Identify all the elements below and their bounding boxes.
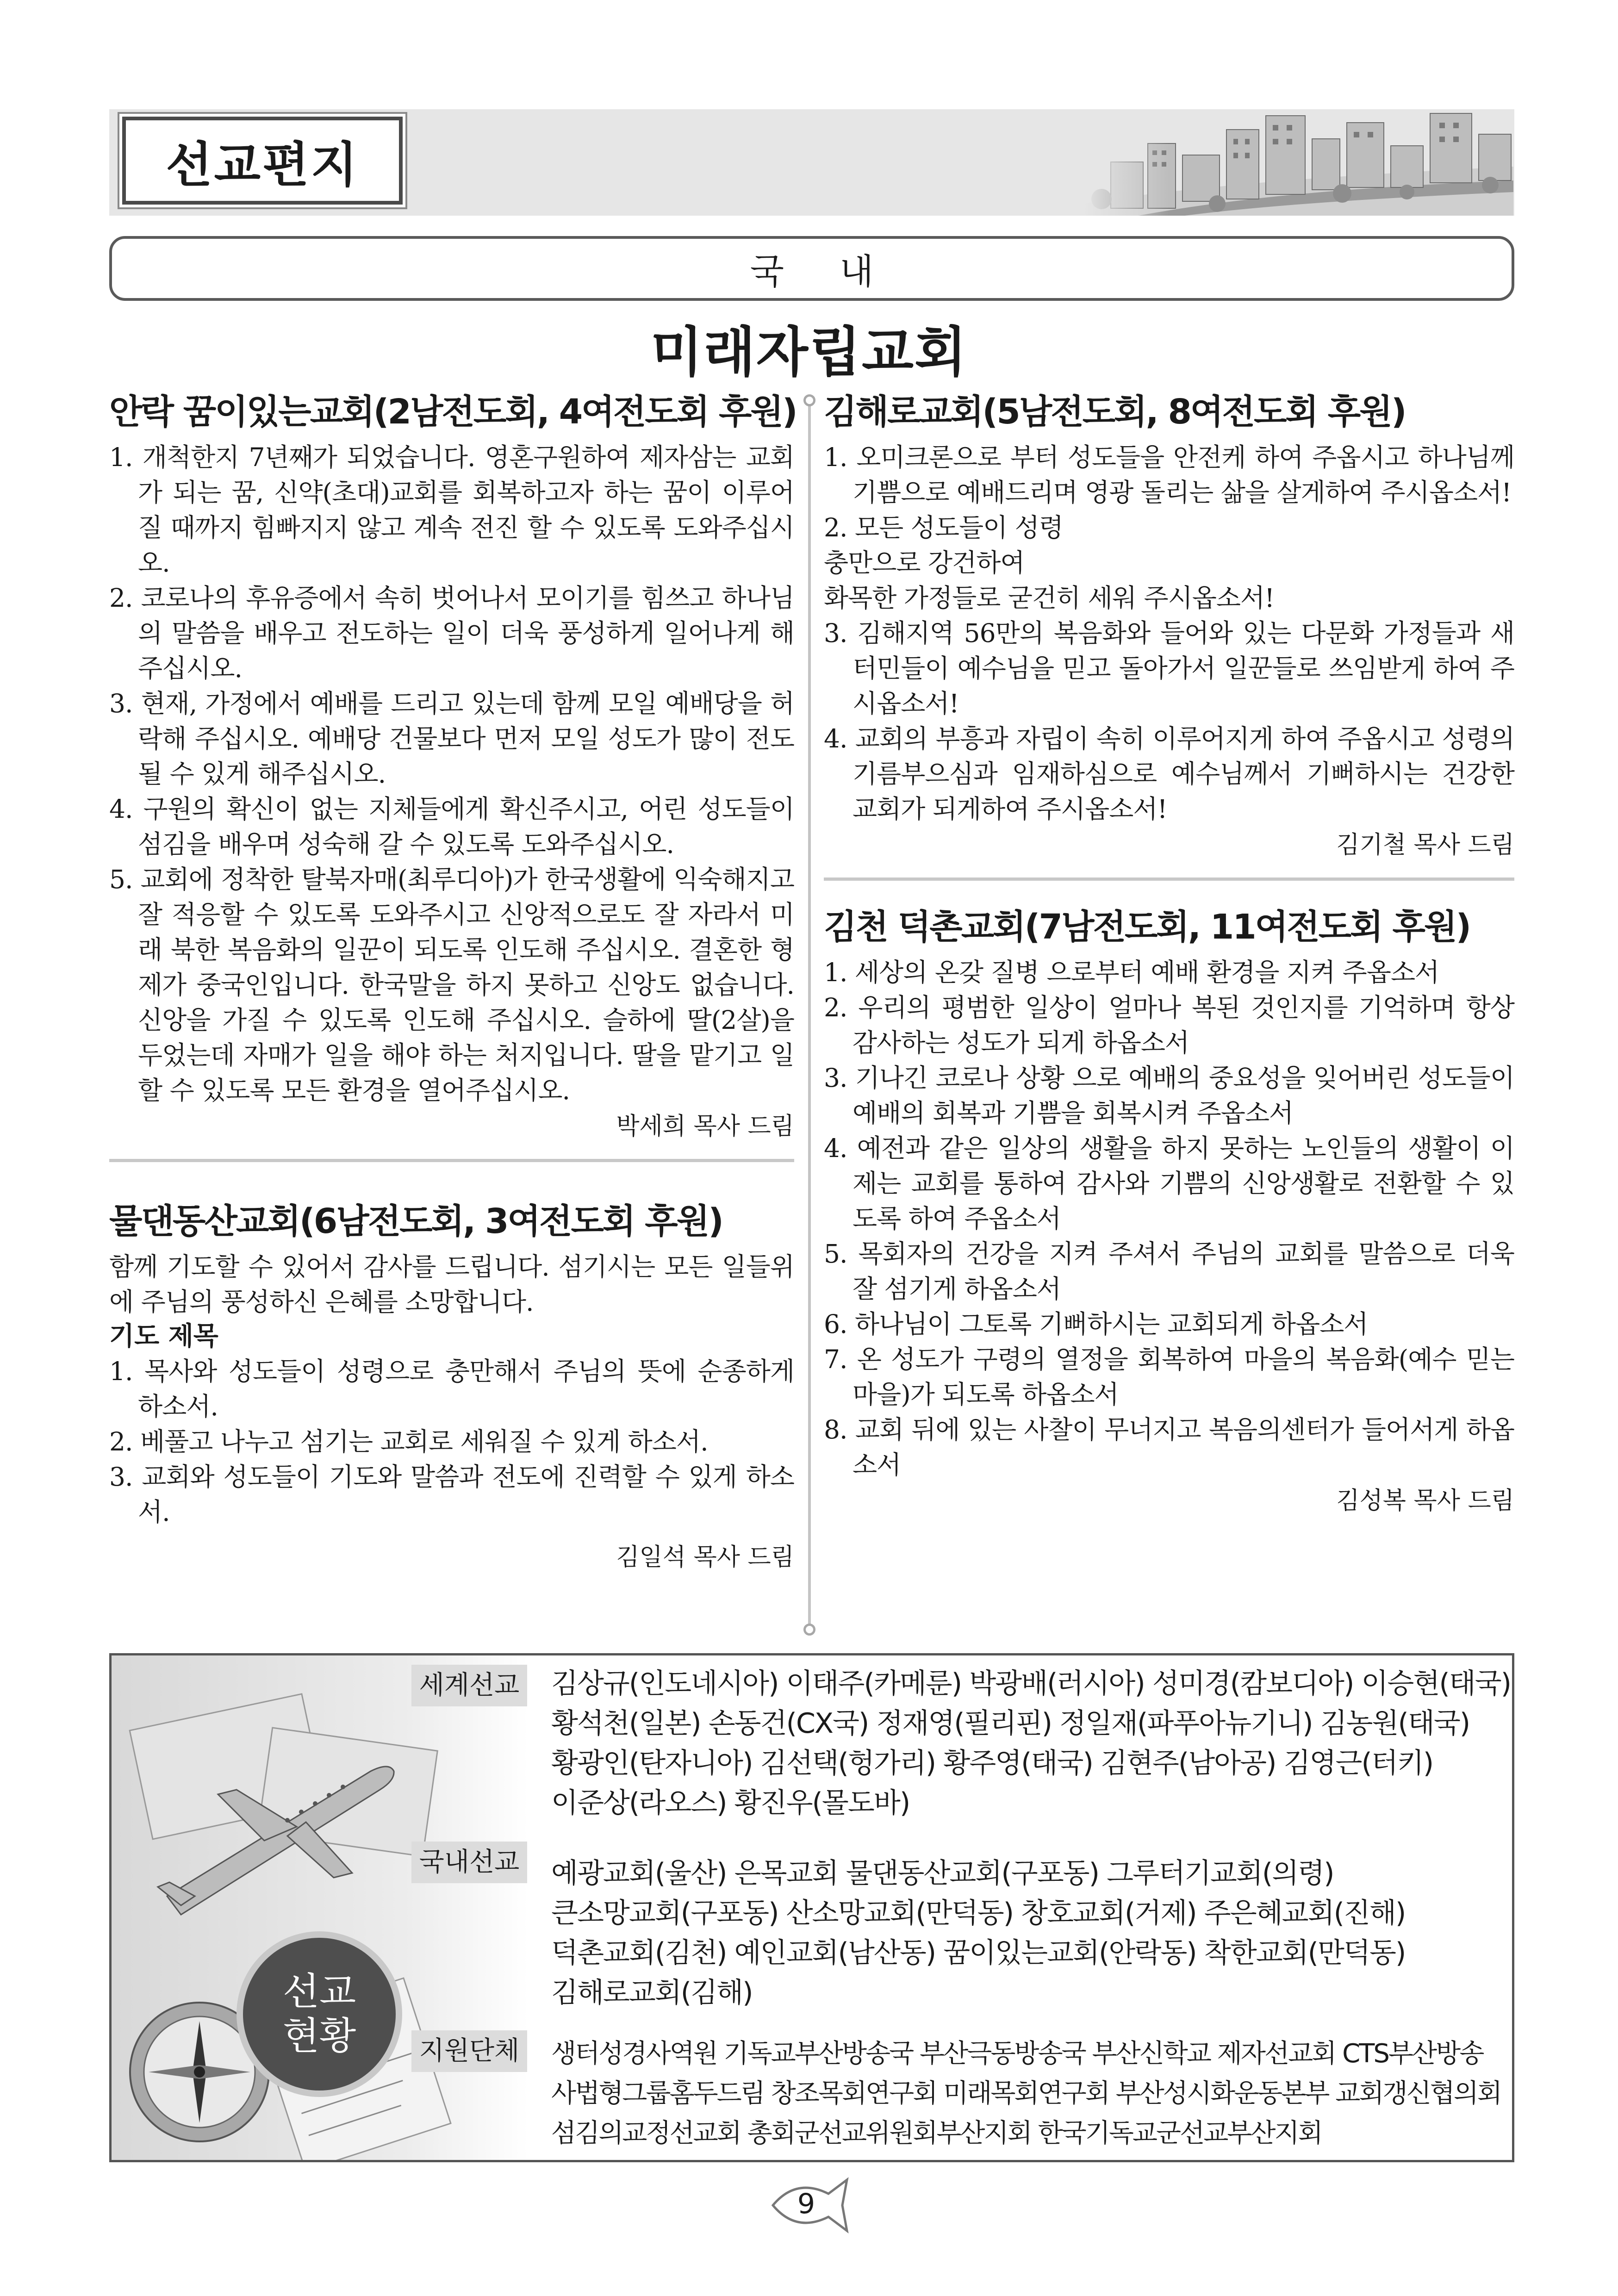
prayer-item: 6. 하나님이 그토록 기뻐하시는 교회되게 하옵소서 bbox=[824, 1309, 1368, 1339]
status-badge bbox=[243, 1938, 396, 2091]
prayer-item: 2. 모든 성도들이 성령 bbox=[824, 513, 1063, 542]
divider-dot-bottom bbox=[803, 1624, 815, 1636]
list-line: 김상규(인도네시아) 이태주(카메룬) 박광배(러시아) 성미경(캄보디아) 이승현(태국) bbox=[551, 1668, 1511, 1700]
prayer-item: 2. 코로나의 후유증에서 속히 벗어나서 모이기를 힘쓰고 하나님의 말씀을 배우고 전도하는 일이 더욱 풍성하게 일어나게 해주십시오. bbox=[109, 583, 794, 683]
right-column bbox=[824, 389, 1514, 1519]
list-line: 황광인(탄자니아) 김선택(헝가리) 황주영(태국) 김현주(남아공) 김영근(터키) bbox=[551, 1747, 1433, 1780]
domestic-mission-label: 국내선교 bbox=[411, 1842, 527, 1883]
support-group-label: 지원단체 bbox=[411, 2030, 527, 2072]
badge-line: 현황 bbox=[282, 2014, 356, 2058]
world-mission-label: 세계선교 bbox=[411, 1665, 527, 1706]
prayer-subhead: 기도 제목 bbox=[109, 1321, 218, 1351]
prayer-item: 2. 우리의 평범한 일상이 얼마나 복된 것인지를 기억하며 항상 감사하는 성도가 되게 하옵소서 bbox=[824, 993, 1514, 1058]
prayer-item: 8. 교회 뒤에 있는 사찰이 무너지고 복음의센터가 들어서게 하옵소서 bbox=[824, 1415, 1514, 1480]
page-number: 9 bbox=[797, 2188, 815, 2220]
list-line: 예광교회(울산) 은목교회 물댄동산교회(구포동) 그루터기교회(의령) bbox=[551, 1857, 1334, 1890]
prayer-item: 2. 베풀고 나누고 섬기는 교회로 세워질 수 있게 하소서. bbox=[109, 1427, 708, 1456]
section-separator bbox=[824, 877, 1514, 881]
signature: 김성복 목사 드림 bbox=[1336, 1487, 1514, 1515]
badge-line: 선교 bbox=[282, 1970, 356, 2014]
prayer-item: 7. 온 성도가 구령의 열정을 회복하여 마을의 복음화(예수 믿는 마을)가 되도록 하옵소서 bbox=[824, 1344, 1514, 1409]
divider-dot-top bbox=[803, 394, 815, 406]
list-line: 큰소망교회(구포동) 산소망교회(만덕동) 창호교회(거제) 주은혜교회(진해) bbox=[551, 1897, 1406, 1929]
mission-status-box bbox=[109, 1653, 1514, 2162]
prayer-item: 1. 오미크론으로 부터 성도들을 안전케 하여 주옵시고 하나님께 기쁨으로 예배드리며 영광 돌리는 삶을 살게하여 주시옵소서! bbox=[824, 442, 1514, 507]
column-divider bbox=[808, 399, 811, 1625]
prayer-item: 1. 목사와 성도들이 성령으로 충만해서 주님의 뜻에 순종하게 하소서. bbox=[109, 1356, 794, 1421]
section-separator bbox=[109, 1159, 794, 1162]
page-title: 미래자립교회 bbox=[650, 321, 968, 384]
prayer-item: 4. 교회의 부흥과 자립이 속히 이루어지게 하여 주옵시고 성령의 기름부으심과 임재하심으로 예수님께서 기뻐하시는 건강한 교회가 되게하여 주시옵소서! bbox=[824, 724, 1514, 824]
list-line: 덕촌교회(김천) 예인교회(남산동) 꿈이있는교회(안락동) 착한교회(만덕동) bbox=[551, 1937, 1406, 1969]
prayer-item: 1. 개척한지 7년째가 되었습니다. 영혼구원하여 제자삼는 교회가 되는 꿈, 신약(초대)교회를 회복하고자 하는 꿈이 이루어질 때까지 힘빠지지 않고 계속 전진 할 수 있도록 도와주십시오. bbox=[109, 442, 794, 578]
church-title: 김천 덕촌교회(7남전도회, 11여전도회 후원) bbox=[824, 907, 1470, 947]
list-line: 사법형그룹홈두드림 창조목회연구회 미래목회연구회 부산성시화운동본부 교회갱신협의회 bbox=[551, 2078, 1501, 2109]
support-group-list bbox=[551, 2034, 1505, 2153]
list-line: 생터성경사역원 기독교부산방송국 부산극동방송국 부산신학교 제자선교회 CTS부산방송 bbox=[551, 2039, 1483, 2069]
list-line: 황석천(일본) 손동건(CX국) 정재영(필리핀) 정일재(파푸아뉴기니) 김농원(태국) bbox=[551, 1707, 1470, 1740]
prayer-item: 3. 교회와 성도들이 기도와 말씀과 전도에 진력할 수 있게 하소서. bbox=[109, 1462, 794, 1527]
prayer-item-continuation: 화목한 가정들로 굳건히 세워 주시옵소서! bbox=[824, 583, 1275, 613]
church-title: 물댄동산교회(6남전도회, 3여전도회 후원) bbox=[109, 1201, 722, 1241]
domestic-mission-list bbox=[551, 1854, 1505, 2013]
list-line: 이준상(라오스) 황진우(몰도바) bbox=[551, 1787, 910, 1819]
prayer-item: 4. 구원의 확신이 없는 지체들에게 확신주시고, 어린 성도들이 섬김을 배우며 성숙해 갈 수 있도록 도와주십시오. bbox=[109, 794, 794, 859]
church-title: 안락 꿈이있는교회(2남전도회, 4여전도회 후원) bbox=[109, 392, 797, 432]
prayer-item: 5. 목회자의 건강을 지켜 주셔서 주님의 교회를 말씀으로 더욱 잘 섬기게 하옵소서 bbox=[824, 1239, 1514, 1304]
prayer-item: 1. 세상의 온갖 질병 으로부터 예배 환경을 지켜 주옵소서 bbox=[824, 958, 1439, 987]
prayer-item: 4. 예전과 같은 일상의 생활을 하지 못하는 노인들의 생활이 이제는 교회를 통하여 감사와 기쁨의 신앙생활로 전환할 수 있도록 하여 주옵소서 bbox=[824, 1133, 1514, 1233]
signature: 김일석 목사 드림 bbox=[616, 1543, 794, 1571]
list-line: 김해로교회(김해) bbox=[551, 1977, 753, 2009]
world-mission-list bbox=[551, 1664, 1511, 1823]
prayer-item-continuation: 충만으로 강건하여 bbox=[824, 548, 1025, 578]
section-label: 선교편지 bbox=[122, 117, 403, 205]
prayer-item: 5. 교회에 정착한 탈북자매(최루디아)가 한국생활에 익숙해지고 잘 적응할 수 있도록 도와주시고 신앙적으로도 잘 자라서 미래 북한 복음화의 일꾼이 되도록 인도해 주십시오. 결혼한 형제가 중국인입니다. 한국말을 하지 못하고 신앙도 없습니다. 신앙을 가질 수 있도록 인도해 주십시오. 슬하에 딸(2살)을 두었는데 자매가 일을 해야 하는 처지입니다. 딸을 맡기고 일할 수 있도록 모든 환경을 열어주십시오. bbox=[109, 865, 794, 1105]
signature: 김기철 목사 드림 bbox=[1336, 831, 1514, 859]
church-title: 김해로교회(5남전도회, 8여전도회 후원) bbox=[824, 392, 1406, 432]
list-line: 섬김의교정선교회 총회군선교위원회부산지회 한국기독교군선교부산지회 bbox=[551, 2118, 1322, 2148]
prayer-item: 3. 현재, 가정에서 예배를 드리고 있는데 함께 모일 예배당을 허락해 주십시오. 예배당 건물보다 먼저 모일 성도가 많이 전도될 수 있게 해주십시오. bbox=[109, 689, 794, 789]
prayer-item: 3. 김해지역 56만의 복음화와 들어와 있는 다문화 가정들과 새터민들이 예수님을 믿고 돌아가서 일꾼들로 쓰임받게 하여 주시옵소서! bbox=[824, 618, 1514, 718]
intro-text: 함께 기도할 수 있어서 감사를 드립니다. 섬기시는 모든 일들위에 주님의 풍성하신 은혜를 소망합니다. bbox=[109, 1252, 794, 1317]
left-column bbox=[109, 389, 797, 1576]
prayer-item: 3. 기나긴 코로나 상황 으로 예배의 중요성을 잊어버린 성도들이 예배의 회복과 기쁨을 회복시켜 주옵소서 bbox=[824, 1063, 1514, 1128]
region-bar: 국내 bbox=[109, 236, 1514, 301]
signature: 박세희 목사 드림 bbox=[616, 1113, 794, 1140]
city-illustration bbox=[1083, 111, 1513, 216]
